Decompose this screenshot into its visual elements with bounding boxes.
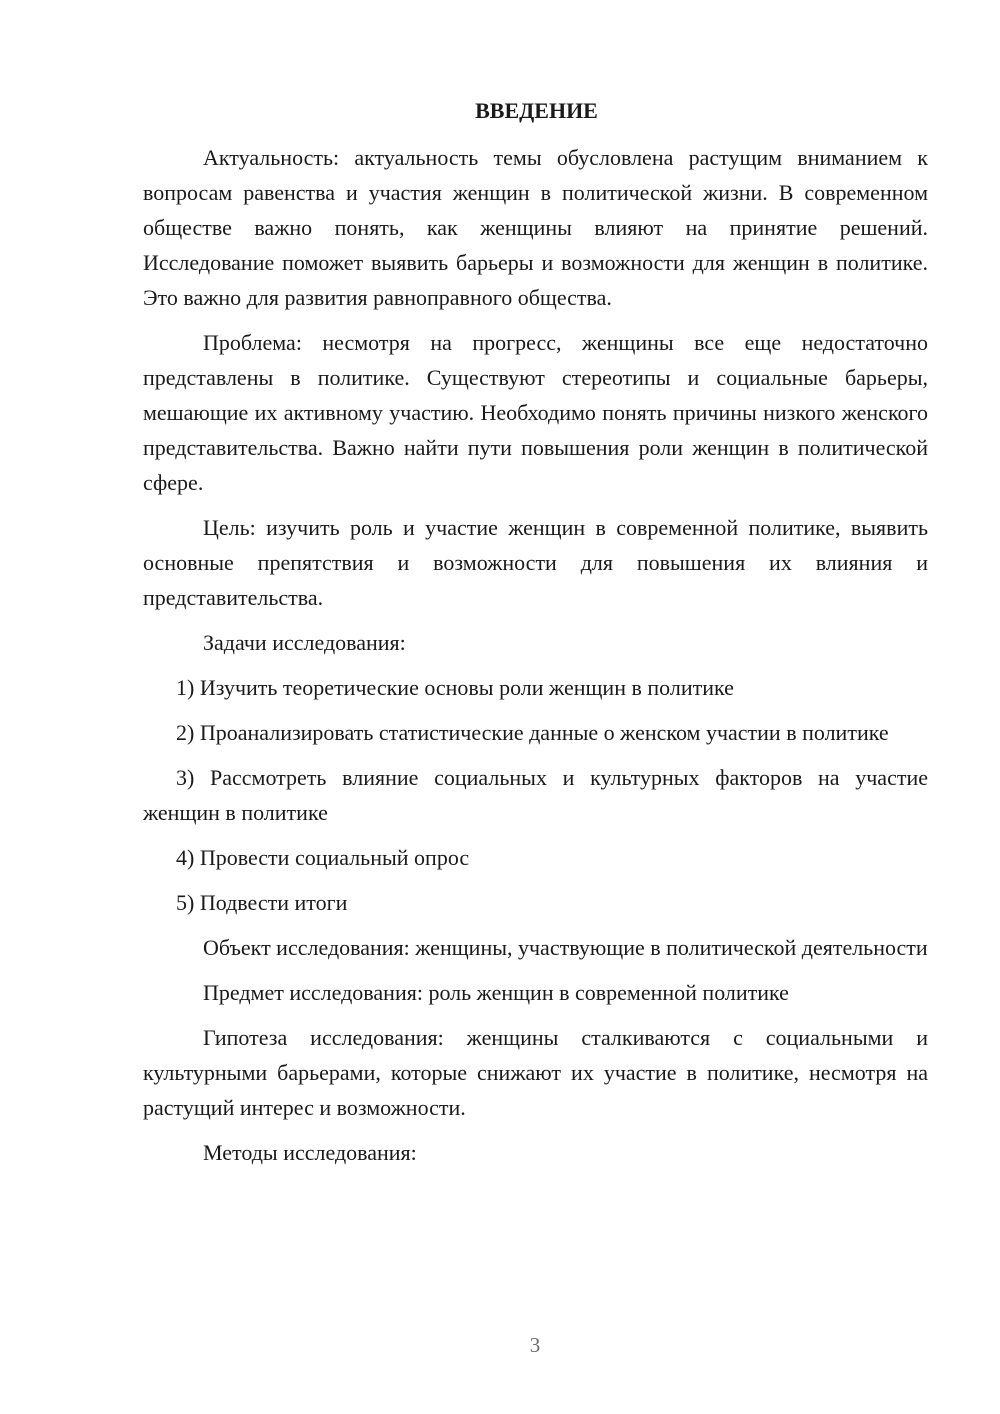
task-item-5: 5) Подвести итоги — [176, 890, 348, 915]
page-title: ВВЕДЕНИЕ — [475, 98, 598, 123]
goal-paragraph: Цель: изучить роль и участие женщин в современной политике, выявить основные препятствия и возможности для повышения их влияния и представительства. — [143, 515, 928, 610]
object-paragraph: Объект исследования: женщины, участвующие в политической деятельности — [203, 935, 928, 960]
task-item-2: 2) Проанализировать статистические данные о женском участии в политике — [176, 720, 889, 745]
hypothesis-paragraph: Гипотеза исследования: женщины сталкиваются с социальными и культурными барьерами, которые снижают их участие в политике, несмотря на растущий интерес и возможности. — [143, 1025, 928, 1120]
tasks-heading: Задачи исследования: — [203, 630, 406, 655]
methods-heading: Методы исследования: — [203, 1140, 417, 1165]
subject-paragraph: Предмет исследования: роль женщин в современной политике — [203, 980, 789, 1005]
task-item-1: 1) Изучить теоретические основы роли женщин в политике — [176, 675, 734, 700]
task-item-3: 3) Рассмотреть влияние социальных и культурных факторов на участие женщин в политике — [143, 765, 928, 825]
document-page — [143, 96, 928, 1180]
page-number: 3 — [529, 1333, 541, 1357]
problem-paragraph: Проблема: несмотря на прогресс, женщины все еще недостаточно представлены в политике. Существуют стереотипы и социальные барьеры, мешающие их активному участию. Необходимо понять причины низкого женского представительства. Важно найти пути повышения роли женщин в политической сфере. — [143, 330, 928, 495]
relevance-paragraph: Актуальность: актуальность темы обусловлена растущим вниманием к вопросам равенства и участия женщин в политической жизни. В современном обществе важно понять, как женщины влияют на принятие решений. Исследование поможет выявить барьеры и возможности для женщин в политике. Это важно для развития равноправного общества. — [143, 145, 928, 310]
task-item-4: 4) Провести социальный опрос — [176, 845, 470, 870]
